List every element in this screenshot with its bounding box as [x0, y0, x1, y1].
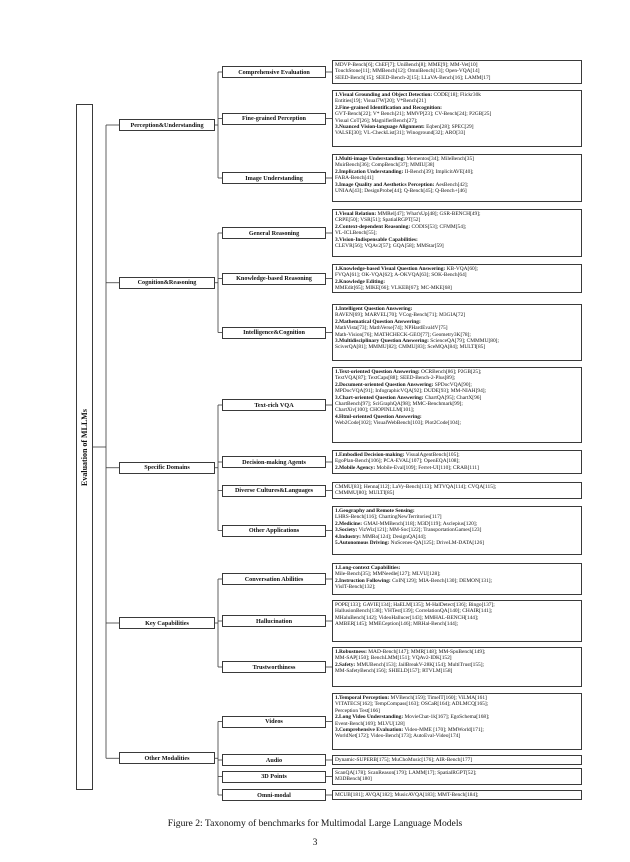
benchmark-line: CLEVR[56]; VQAv2[57]; GQA[58]; MMStar[59] — [335, 243, 444, 250]
benchmark-line: UNIAA[43]; DesignProbe[44]; Q-Bench[45]; Q-Bench+[46] — [335, 188, 467, 195]
benchmark-line: Math-Vision[76]; MATHCHECK-GEO[77]; Geometry3K[78]; — [335, 331, 471, 338]
benchmark-line: Perception Test[166] — [335, 707, 380, 714]
benchmark-list — [332, 506, 582, 555]
benchmark-line: 3.Vision-Indispensable Capabilities: — [335, 236, 418, 243]
benchmark-list — [332, 304, 582, 361]
benchmark-line: 2.Context-dependent Reasoning: CODIS[53]; CFMM[54]; — [335, 223, 467, 230]
benchmark-line: 1.Intelligent Question Answering: — [335, 306, 413, 312]
benchmark-line: CRPE[50]; VSR[51]; SpatialRGPT[52] — [335, 217, 421, 224]
benchmark-line: 2.Document-oriented Question Answering: SPDocVQA[90]; — [335, 381, 472, 388]
benchmark-line: LHRS-Bench[116]; ChartingNewTerritories[117] — [335, 514, 442, 521]
benchmark-line: MCUB[181]; AVQA[182]; MusicAVQA[183]; MMT-Bench[184]; — [335, 792, 479, 798]
benchmark-line: FABA-Bench[41] — [335, 175, 374, 182]
benchmark-line: 3.Multidisciplinary Question Answering: ScienceQA[79]; CMMMU[80]; — [335, 338, 499, 345]
benchmark-line: MM-SafetyBench[156]; SHIELD[157]; RTVLM[158] — [335, 668, 453, 675]
benchmark-list — [332, 563, 582, 595]
subcategory-node: 3D Points — [222, 771, 326, 783]
benchmark-list — [332, 755, 582, 765]
subcategory-node: Knowledge-based Reasoning — [222, 273, 326, 285]
benchmark-list — [332, 60, 582, 84]
subcategory-node: Diverse Cultures&Languages — [222, 485, 326, 497]
benchmark-line: Dynamic-SUPERB[175]; MuChoMusic[176]; AIR-Bench[177] — [335, 757, 473, 763]
subcategory-node: General Reasoning — [222, 227, 326, 239]
subcategory-node: Conversation Abilities — [222, 573, 326, 585]
subcategory-node: Omni-modal — [222, 789, 326, 801]
root-label: Evaluation of MLLMs — [80, 408, 89, 486]
benchmark-line: GVT-Bench[22]; V* Bench[21]; MMVP[23]; CV-Bench[24]; P2GB[25] — [335, 111, 492, 118]
benchmark-line: ChartXiv[100]; CHOPINLLM[101]; — [335, 407, 415, 414]
page-number: 3 — [312, 837, 318, 848]
benchmark-line: 5.Autonomous Driving: NuScenes-QA[125]; DriveLM-DATA[126] — [335, 540, 484, 547]
benchmark-line: SEED-Bench[15]; SEED-Bench-2[15]; LLaVA-Bench[16]; LAMM[17] — [335, 74, 491, 81]
benchmark-line: VisIT-Bench[132]; — [335, 584, 376, 591]
benchmark-line: MHaluBench[142]; VideoHallucer[143]; MMHAL-BENCH[144]; — [335, 614, 479, 621]
benchmark-line: Entities[19]; Visual7W[20]; V*Bench[21] — [335, 98, 426, 105]
benchmark-line: 1.Visual Relation: MMRel[47]; What'sUp[48]; GSR-BENCH[49]; — [335, 211, 481, 217]
benchmark-line: ChartBench[97]; SciGraphQA[98]; MMC-Benchmark[99]; — [335, 401, 463, 408]
benchmark-line: 4.Html-oriented Question Answering: — [335, 413, 422, 420]
category-node: Specific Domains — [119, 462, 215, 474]
subcategory-node: Intelligence&Cognition — [222, 327, 326, 339]
category-node: Cognition&Reasoning — [119, 277, 215, 289]
benchmark-line: MM-SAP[150]; BenchLMM[151]; VQAv2-IDK[152] — [335, 655, 452, 662]
benchmark-line: POPE[133]; GAVIE[134]; HaELM[135]; M-HalDetect[136]; Bingo[137]; — [335, 602, 495, 608]
benchmark-line: CMMMU[80]; MULTI[85] — [335, 490, 395, 497]
benchmark-line: FVQA[61]; OK-VQA[62]; A-OKVQA[63]; SOK-Bench[64] — [335, 272, 467, 279]
benchmark-line: MathVista[73]; MathVerse[74]; NPHardEval4V[75] — [335, 325, 448, 332]
benchmark-line: 1.Knowledge-based Visual Question Answering: KB-VQA[60]; — [335, 266, 479, 272]
benchmark-line: Mile-Bench[35]; MMNeedle[127]; MLVU[128]; — [335, 571, 441, 578]
root-node — [76, 104, 93, 790]
category-node: Key Capabilities — [119, 617, 215, 629]
benchmark-line: 2.Medicine: GMAI-MMBench[118]; M3D[119]; Asclepius[120]; — [335, 520, 478, 527]
benchmark-line: 2.Knowledge Editing: — [335, 278, 386, 285]
benchmark-list — [332, 647, 582, 687]
benchmark-line: Event-Bench[169]; MLVU[128] — [335, 720, 405, 727]
benchmark-line: 2.Implication Understanding: II-Bench[39]; ImplicitAVE[40]; — [335, 168, 474, 175]
benchmark-line: 2.Mobile Agency: Mobile-Eval[109]; Ferret-UI[110]; CRAB[111] — [335, 464, 479, 471]
benchmark-line: 1.Long-context Capabilities: — [335, 565, 401, 571]
benchmark-list — [332, 482, 582, 499]
subcategory-node: Comprehensive Evaluation — [222, 66, 326, 78]
benchmark-list — [332, 154, 582, 202]
benchmark-line: 2.Fine-grained Identification and Recognition: — [335, 104, 442, 111]
benchmark-line: 1.Embodied Decision-making: VisualAgentBench[105]; — [335, 452, 460, 458]
subcategory-node: Videos — [222, 716, 326, 728]
benchmark-line: VALSE[30]; VL-CheckList[31]; Winoground[32]; ARO[33] — [335, 130, 466, 137]
benchmark-line: CMMU[83]; Henna[112]; LaVy-Bench[113]; MTVQA[114]; CVQA[115]; — [335, 484, 497, 490]
subcategory-node: Trustworthiness — [222, 661, 326, 673]
benchmark-line: 3.Nuanced Vision-language Alignment: Eqben[28]; SPEC[29] — [335, 124, 474, 131]
benchmark-line: 3.Image Quality and Aesthetics Perception: AesBench[42]; — [335, 181, 469, 188]
benchmark-line: 1.Multi-image Understanding: Mementos[34]; MileBench[35] — [335, 156, 474, 162]
benchmark-line: ScanQA[178]; ScanReason[179]; LAMM[17]; SpatialRGPT[52]; — [335, 770, 477, 776]
benchmark-line: SciverQA[81]; MMMU[82]; CMMU[83]; SceMQA[84]; MULTI[85] — [335, 344, 486, 351]
benchmark-line: 2.Safety: MMUBench[153]; JailBreakV-28K[154]; MultiTrust[155]; — [335, 661, 485, 668]
benchmark-list — [332, 450, 582, 474]
benchmark-line: Web2Code[102]; VisualWebBench[103]; Plot2Code[104]; — [335, 420, 461, 427]
benchmark-list — [332, 209, 582, 257]
benchmark-line: 4.Industry: MMRo[124]; DesignQA[44]; — [335, 533, 427, 540]
benchmark-line: TextVQA[87]; TextCaps[88]; SEED-Bench-2-Plus[89]; — [335, 375, 456, 382]
benchmark-line: EgoPlan-Bench[106]; PCA-EVAL[107]; OpenEQA[108]; — [335, 458, 460, 465]
benchmark-line: 1.Text-oriented Question Answering: OCRBench[86]; P2GB[25]; — [335, 369, 482, 375]
subcategory-node: Other Applications — [222, 525, 326, 537]
benchmark-list — [332, 790, 582, 800]
benchmark-line: 3.Comprehensive Evaluation: Video-MME [170]; MMWorld[171]; — [335, 727, 484, 734]
subcategory-node: Image Understanding — [222, 172, 326, 184]
figure-caption: Figure 2: Taxonomy of benchmarks for Multimodal Large Language Models — [167, 818, 463, 829]
subcategory-node: Text-rich VQA — [222, 399, 326, 411]
benchmark-line: 1.Visual Grounding and Object Detection: CODE[18]; Flickr30k — [335, 92, 481, 98]
benchmark-line: 1.Temporal Perception: MVBench[159]; TimeIT[160]; ViLMA[161] — [335, 695, 487, 701]
benchmark-line: MDVP-Bench[6]; ChEF[7]; UniBench[8]; MME[9]; MM-Vet[10] — [335, 62, 478, 68]
benchmark-line: WorldNet[172]; Video-Bench[173]; AutoEval-Video[174] — [335, 733, 461, 740]
benchmark-line: AMBER[145]; MMECeption[146]; MRHal-Bench[144]; — [335, 621, 459, 628]
subcategory-node: Hallucination — [222, 615, 326, 627]
benchmark-line: VITATECS[162]; TempCompass[163]; OSCaR[164]; ADLMCQ[165]; — [335, 701, 489, 708]
benchmark-line: 3.Society: VizWiz[121]; MM-Soc[122]; TransportationGames[123] — [335, 527, 482, 534]
benchmark-line: 2.Mathematical Question Answering: — [335, 318, 421, 325]
subcategory-node: Fine-grained Perception — [222, 113, 326, 125]
category-node: Perception&Understanding — [119, 119, 215, 131]
subcategory-node: Audio — [222, 754, 326, 766]
benchmark-line: 3.Chart-oriented Question Answering: ChartQA[95]; ChartX[96] — [335, 394, 482, 401]
benchmark-list — [332, 768, 582, 785]
benchmark-line: TouchStone[11]; MMBench[12]; OmniBench[13]; Open-VQA[14] — [335, 68, 480, 75]
benchmark-line: RAVEN[69]; MARVEL[70]; VCog-Bench[71]; M3GIA[72] — [335, 312, 466, 319]
benchmark-line: VL-ICLBench[55]; — [335, 230, 377, 237]
benchmark-line: MuirBench[36]; CompBench[37]; MMIU[38] — [335, 162, 435, 169]
benchmark-line: Visual CoT[26]; MagnifierBench[27]; — [335, 117, 418, 124]
benchmark-line: MPDocVQA[91]; InfographicVQA[92]; DUDE[93]; MM-NIAH[94]; — [335, 388, 487, 395]
benchmark-list — [332, 600, 582, 642]
benchmark-line: HallusionBench[138]; VHTest[139]; CorrelationQA[140]; CHAIR[141]; — [335, 608, 493, 615]
benchmark-list — [332, 367, 582, 443]
benchmark-line: MMEdit[65]; MIKE[66]; VLKEB[67]; MC-MKE[68] — [335, 285, 452, 292]
benchmark-line: 1.Robustness: MAD-Bench[147]; MMR[148]; MM-SpuBench[149]; — [335, 649, 486, 655]
benchmark-list — [332, 90, 582, 147]
benchmark-list — [332, 264, 582, 293]
category-node: Other Modalities — [119, 752, 215, 764]
subcategory-node: Decision-making Agents — [222, 456, 326, 468]
benchmark-line: M3DBench[180] — [335, 776, 372, 783]
benchmark-line: 2.Long Video Understanding: MovieChat-1k[167]; EgoSchema[168]; — [335, 714, 490, 721]
benchmark-line: 2.Instruction Following: CoIN[129]; MIA-Bench[130]; DEMON[131]; — [335, 577, 493, 584]
benchmark-list — [332, 693, 582, 750]
benchmark-line: 1.Geography and Remote Sensing: — [335, 508, 415, 514]
